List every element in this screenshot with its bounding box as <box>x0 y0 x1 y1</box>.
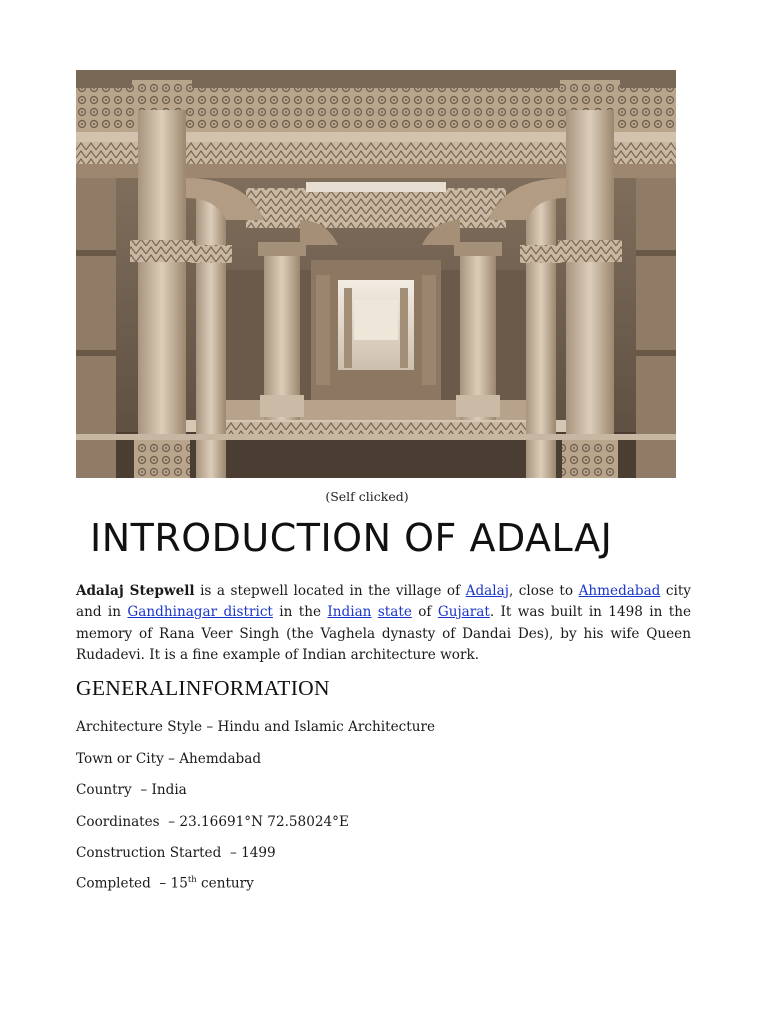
info-town: Town or City – Ahemdabad <box>76 751 262 767</box>
info-architecture: Architecture Style – Hindu and Islamic Architecture <box>76 719 436 735</box>
general-information-heading: GENERALINFORMATION <box>76 676 330 700</box>
info-coordinates: Coordinates – 23.16691°N 72.58024°E <box>76 814 349 830</box>
intro-text: of <box>411 604 438 621</box>
intro-text: . It was built in 1498 in the memory of Rana Veer Singh (the Vaghela dynasty of Dandai Des), by his wife Queen Rudadevi. It is a fine example of Indian architecture work. <box>76 604 692 663</box>
completed-superscript: th <box>187 875 197 885</box>
completed-suffix: century <box>196 875 254 892</box>
info-country: Country – India <box>76 782 187 798</box>
link-state[interactable]: state <box>377 604 412 621</box>
link-indian[interactable]: Indian <box>327 604 372 621</box>
photo-caption: (Self clicked) <box>325 489 409 504</box>
intro-term: Adalaj Stepwell <box>76 583 195 599</box>
intro-text: , close to <box>508 583 579 599</box>
link-gujarat[interactable]: Gujarat <box>437 604 490 621</box>
intro-text: city and in <box>76 583 691 621</box>
intro-paragraph <box>76 581 691 666</box>
intro-text: in the <box>272 604 328 621</box>
completed-prefix: Completed – 15 <box>76 875 188 892</box>
link-adalaj[interactable]: Adalaj <box>465 583 509 599</box>
stepwell-photo <box>76 70 676 478</box>
link-ahmedabad[interactable]: Ahmedabad <box>578 583 661 599</box>
info-construction-started: Construction Started – 1499 <box>76 845 276 861</box>
link-gandhinagar-district[interactable]: Gandhinagar district <box>127 604 273 621</box>
info-completed <box>76 875 254 892</box>
stepwell-illustration <box>76 70 676 478</box>
page-title: INTRODUCTION OF ADALAJ <box>90 516 613 560</box>
intro-text: is a stepwell located in the village of <box>194 583 466 599</box>
